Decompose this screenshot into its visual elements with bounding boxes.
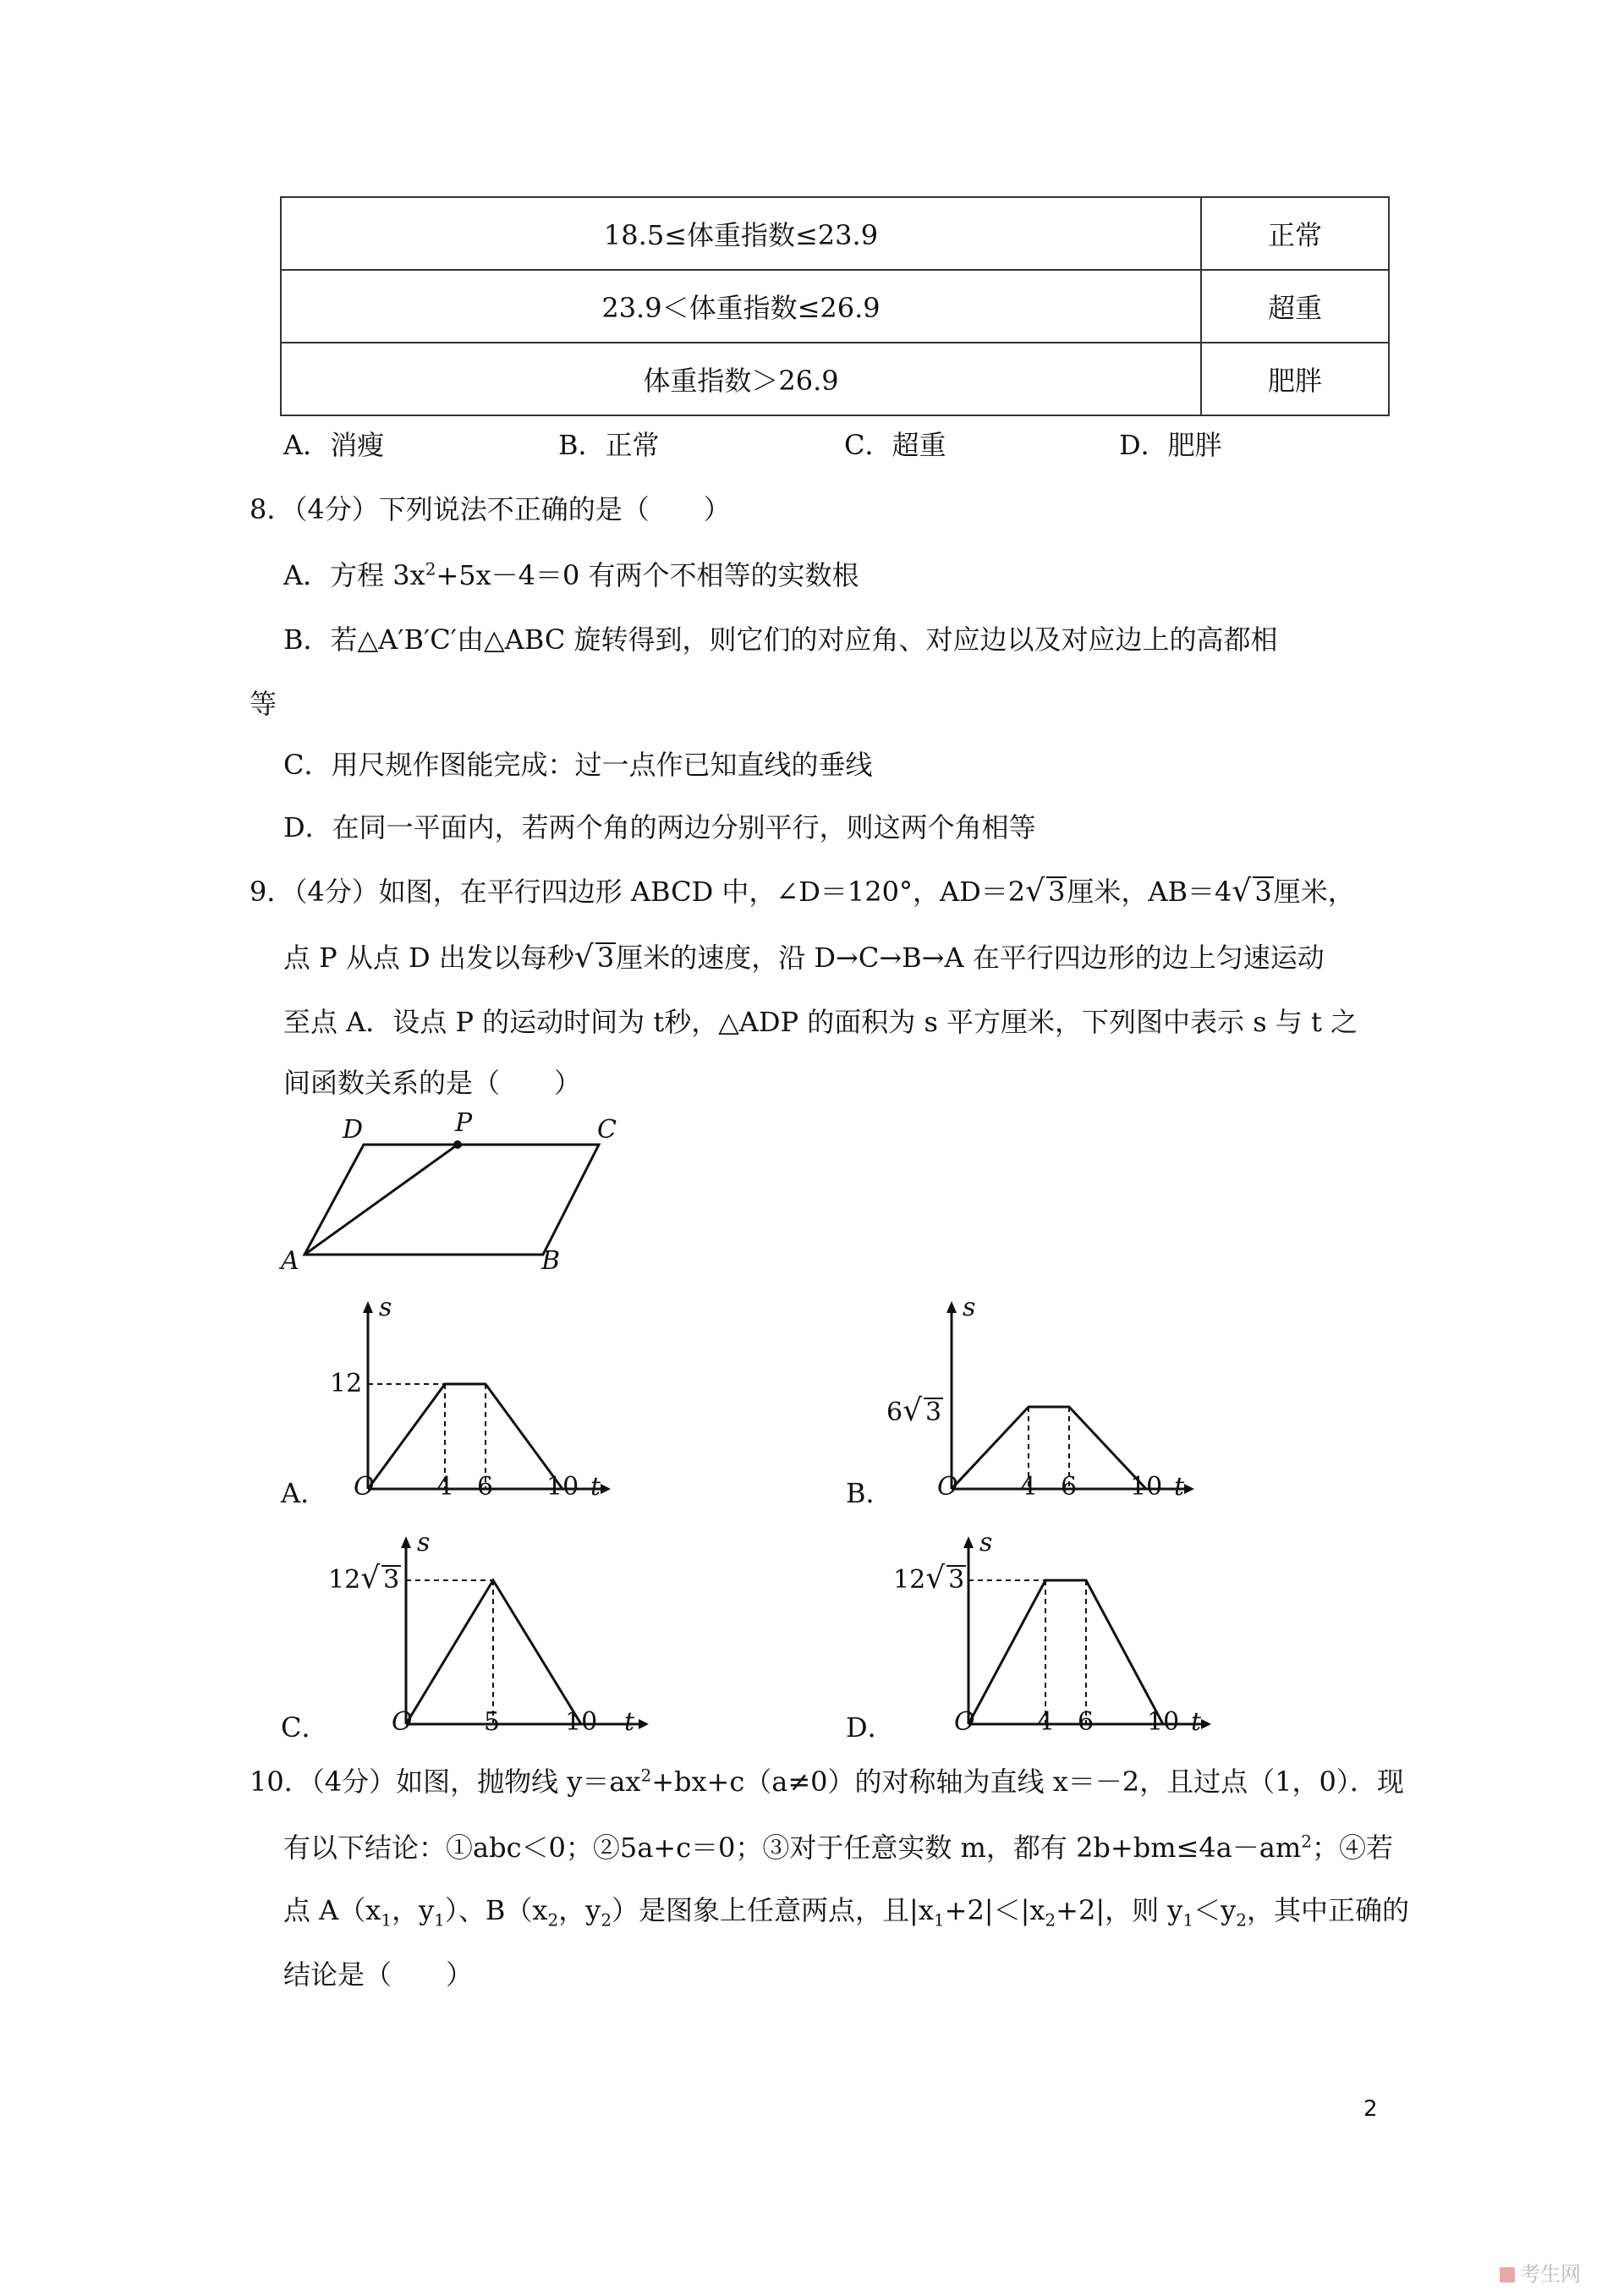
- q10-line2: 有以下结论：①abc＜0；②5a+c＝0；③对于任意实数 m，都有 $2b+bm\le 4a-am^2$；④若: [283, 1831, 1393, 1864]
- q7-option-b: B．正常: [558, 429, 660, 461]
- graph-option-label-a: A．: [281, 1477, 328, 1509]
- parallelogram-figure: [279, 1117, 634, 1286]
- q9-line4: 间函数关系的是（ ）: [283, 1067, 582, 1099]
- label-a: A: [281, 1246, 299, 1276]
- graph-b-origin: O: [937, 1472, 958, 1502]
- q7-option-c: C．超重: [844, 429, 946, 461]
- label-d: D: [343, 1115, 364, 1145]
- q8-option-c: C．用尺规作图能完成：过一点作已知直线的垂线: [283, 749, 873, 781]
- graph-option-label-d: D．: [846, 1711, 895, 1744]
- table-cell: 肥胖: [1201, 343, 1389, 415]
- parallelogram-shape: [304, 1145, 599, 1255]
- graph-b-peak: 6√ 3: [886, 1393, 942, 1428]
- q8-option-d: D．在同一平面内，若两个角的两边分别平行，则这两个角相等: [283, 811, 1036, 843]
- table-cell: 正常: [1201, 197, 1389, 270]
- point-p: [453, 1140, 462, 1149]
- page-number: 2: [1363, 2096, 1378, 2122]
- graph-a-tick-6: 6: [477, 1472, 494, 1502]
- q8-stem: 8．（4分）下列说法不正确的是（ ）: [250, 493, 731, 525]
- graph-b-tick-4: 4: [1020, 1472, 1037, 1502]
- graph-d-tick-10: 10: [1147, 1707, 1180, 1737]
- table-cell: 体重指数＞26.9: [281, 343, 1201, 415]
- graph-d-t-label: t: [1191, 1707, 1202, 1737]
- q8-option-b-line2: 等: [250, 688, 277, 720]
- bmi-table: [280, 196, 1390, 416]
- graph-d-tick-6: 6: [1078, 1707, 1095, 1737]
- graph-option-label-c: C．: [281, 1711, 329, 1744]
- watermark-logo: 考生网: [1500, 2257, 1581, 2287]
- graph-b-tick-6: 6: [1061, 1472, 1078, 1502]
- graph-a-origin: O: [354, 1472, 375, 1502]
- table-row: [281, 197, 1389, 270]
- graph-c-tick-10: 10: [565, 1707, 598, 1737]
- label-c: C: [597, 1115, 617, 1145]
- table-row: [281, 343, 1389, 415]
- graph-a-line: [368, 1384, 562, 1489]
- graph-b-s-label: s: [963, 1293, 976, 1322]
- graph-a-tick-10: 10: [546, 1472, 579, 1502]
- table-cell: 23.9＜体重指数≤26.9: [281, 270, 1201, 343]
- graph-a-peak: 12: [330, 1369, 363, 1398]
- graph-c-peak: 12√ 3: [328, 1561, 400, 1596]
- graph-b-line: [952, 1407, 1146, 1489]
- q7-option-a: A．消瘦: [283, 429, 385, 461]
- q9-line1: 9．（4分）如图，在平行四边形 ABCD 中，∠D＝120°，AD＝2√ 3厘米，AB＝4√ 3厘米，: [250, 874, 1355, 909]
- label-b: B: [541, 1246, 561, 1276]
- graph-c-tick-5: 5: [484, 1707, 501, 1737]
- q10-line4: 结论是（ ）: [283, 1958, 474, 1991]
- graph-d-origin: O: [954, 1707, 975, 1737]
- graph-d-s-label: s: [979, 1528, 993, 1557]
- graph-a-tick-4: 4: [436, 1472, 453, 1502]
- q7-option-d: D．肥胖: [1119, 429, 1222, 461]
- table-cell: 超重: [1201, 270, 1389, 343]
- segment-ap: [304, 1145, 458, 1255]
- graph-option-label-b: B．: [846, 1477, 893, 1509]
- graph-d-peak: 12√ 3: [893, 1561, 965, 1596]
- graph-b-t-label: t: [1174, 1472, 1185, 1502]
- graph-d-tick-4: 4: [1037, 1707, 1054, 1737]
- label-p: P: [455, 1108, 473, 1138]
- q8-option-b-line1: B．若△A′B′C′由△ABC 旋转得到，则它们的对应角、对应边以及对应边上的高都相: [283, 623, 1278, 656]
- graph-c-t-label: t: [624, 1707, 635, 1737]
- watermark-icon: [1500, 2267, 1515, 2282]
- q10-line1: 10．（4分）如图，抛物线 $y=ax^2+bx+c(a\ne 0)$的对称轴为直线 x＝－2，且过点（1，0）．现: [250, 1765, 1404, 1798]
- q8-option-a: A．方程 $3x^2+5x-4=0$ 有两个不相等的实数根: [283, 558, 859, 591]
- graph-b-tick-10: 10: [1130, 1472, 1163, 1502]
- graph-d-line: [968, 1580, 1163, 1724]
- graph-a-s-label: s: [379, 1293, 392, 1322]
- q9-line3: 至点 A．设点 P 的运动时间为 t秒，△ADP 的面积为 s 平方厘米，下列图中表示 s 与 t 之: [283, 1006, 1358, 1038]
- graph-c-s-label: s: [417, 1528, 431, 1557]
- q10-line3: 点 $A(x_1$，$y_1$）、$B(x_2$，$y_2$）是图象上任意两点，且$|x_1+2|<|x_2+2|$，则 $y_1<y_2$，其中正确的: [283, 1894, 1409, 1931]
- table-row: [281, 270, 1389, 343]
- graph-c-origin: O: [392, 1707, 413, 1737]
- q9-line2: 点 P 从点 D 出发以每秒√ 3厘米的速度，沿 D→C→B→A 在平行四边形的边上匀速运动: [283, 940, 1325, 975]
- graph-a-t-label: t: [590, 1472, 601, 1502]
- table-cell: 18.5≤体重指数≤23.9: [281, 197, 1201, 270]
